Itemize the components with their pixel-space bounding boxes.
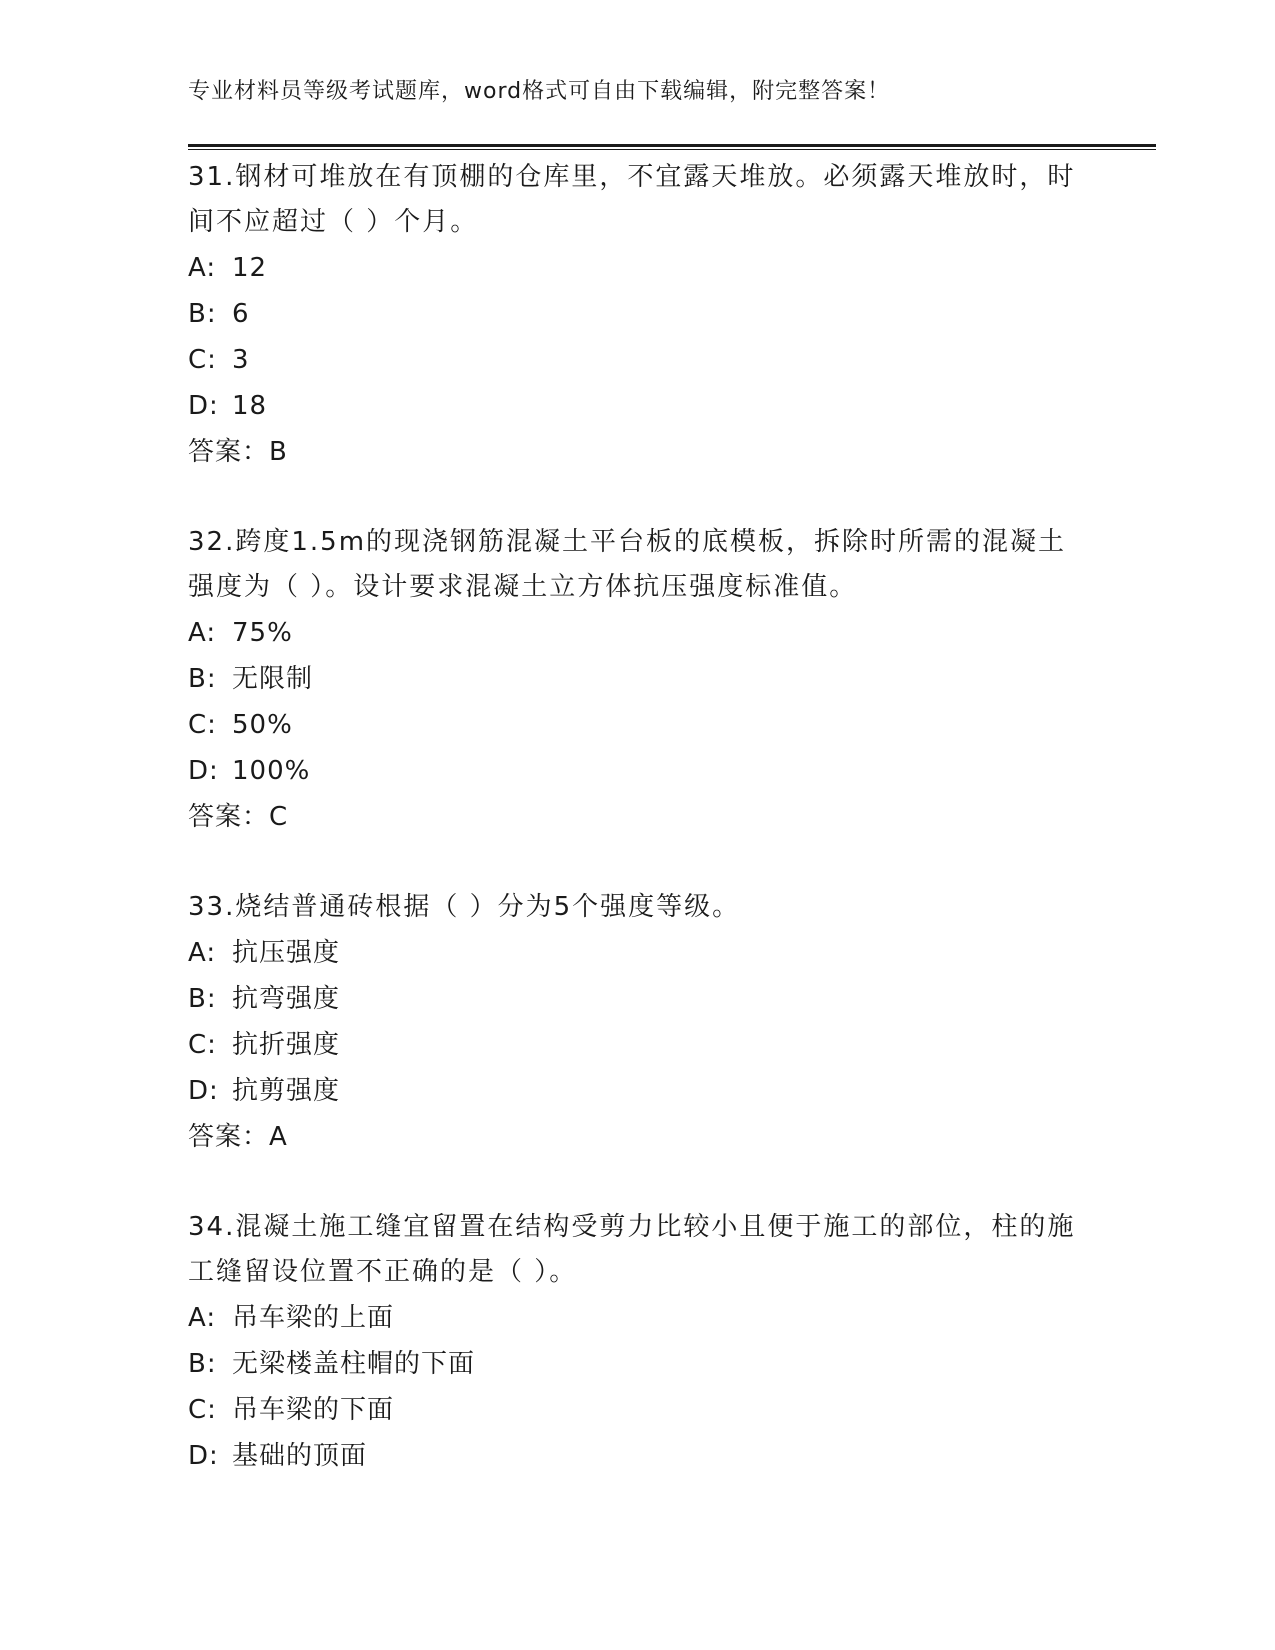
question-text: 34.混凝土施工缝宜留置在结构受剪力比较小且便于施工的部位，柱的施工缝留设位置不正确的是（ ）。 xyxy=(188,1212,1076,1287)
option-d xyxy=(188,748,1088,794)
option-label: A: xyxy=(188,1303,217,1333)
option-text: 100% xyxy=(232,756,311,786)
option-b xyxy=(188,976,1088,1022)
option-d xyxy=(188,1433,1088,1479)
option-label: D: xyxy=(188,1076,219,1106)
option-text: 75% xyxy=(232,618,293,648)
option-text: 抗弯强度 xyxy=(232,984,341,1014)
option-text: 抗剪强度 xyxy=(232,1076,341,1106)
option-text: 抗压强度 xyxy=(232,938,341,968)
option-text: 50% xyxy=(232,710,293,740)
answer-value: C xyxy=(269,802,288,832)
question-33 xyxy=(188,885,1088,1160)
answer-label: 答案： xyxy=(188,802,270,832)
header-rule-thin xyxy=(188,149,1156,150)
header-rule-thick xyxy=(188,144,1156,147)
option-label: B: xyxy=(188,299,217,329)
option-text: 3 xyxy=(232,345,250,375)
option-label: A: xyxy=(188,618,217,648)
answer-line xyxy=(188,794,1088,840)
option-label: D: xyxy=(188,391,219,421)
question-text: 33.烧结普通砖根据（ ）分为5个强度等级。 xyxy=(188,892,741,922)
option-label: C: xyxy=(188,1395,217,1425)
option-text: 6 xyxy=(232,299,250,329)
page-header: 专业材料员等级考试题库，word格式可自由下载编辑，附完整答案！ xyxy=(188,79,891,104)
option-label: D: xyxy=(188,756,219,786)
option-label: A: xyxy=(188,253,217,283)
option-label: D: xyxy=(188,1441,219,1471)
option-text: 吊车梁的上面 xyxy=(232,1303,395,1333)
answer-value: B xyxy=(269,437,287,467)
answer-value: A xyxy=(269,1122,287,1152)
option-text: 12 xyxy=(232,253,268,283)
option-c xyxy=(188,702,1088,748)
answer-label: 答案： xyxy=(188,1122,270,1152)
option-text: 无限制 xyxy=(232,664,314,694)
question-32 xyxy=(188,520,1088,840)
option-c xyxy=(188,1387,1088,1433)
question-text: 32.跨度1.5m的现浇钢筋混凝土平台板的底模板，拆除时所需的混凝土强度为（ ）。设计要求混凝土立方体抗压强度标准值。 xyxy=(188,527,1067,602)
option-label: A: xyxy=(188,938,217,968)
option-text: 抗折强度 xyxy=(232,1030,341,1060)
option-b xyxy=(188,656,1088,702)
option-a xyxy=(188,930,1088,976)
option-text: 基础的顶面 xyxy=(232,1441,368,1471)
option-text: 吊车梁的下面 xyxy=(232,1395,395,1425)
option-a xyxy=(188,245,1088,291)
question-list xyxy=(188,155,1088,1524)
option-d xyxy=(188,383,1088,429)
option-text: 18 xyxy=(232,391,268,421)
option-label: C: xyxy=(188,345,217,375)
option-c xyxy=(188,337,1088,383)
option-label: C: xyxy=(188,710,217,740)
answer-line xyxy=(188,429,1088,475)
option-b xyxy=(188,1341,1088,1387)
option-d xyxy=(188,1068,1088,1114)
question-34 xyxy=(188,1205,1088,1479)
option-label: C: xyxy=(188,1030,217,1060)
option-a xyxy=(188,610,1088,656)
option-label: B: xyxy=(188,664,217,694)
option-b xyxy=(188,291,1088,337)
option-label: B: xyxy=(188,1349,217,1379)
option-a xyxy=(188,1295,1088,1341)
option-c xyxy=(188,1022,1088,1068)
answer-line xyxy=(188,1114,1088,1160)
question-text: 31.钢材可堆放在有顶棚的仓库里，不宜露天堆放。必须露天堆放时，时间不应超过（ ）个月。 xyxy=(188,162,1076,237)
answer-label: 答案： xyxy=(188,437,270,467)
option-text: 无梁楼盖柱帽的下面 xyxy=(232,1349,476,1379)
option-label: B: xyxy=(188,984,217,1014)
question-31 xyxy=(188,155,1088,475)
